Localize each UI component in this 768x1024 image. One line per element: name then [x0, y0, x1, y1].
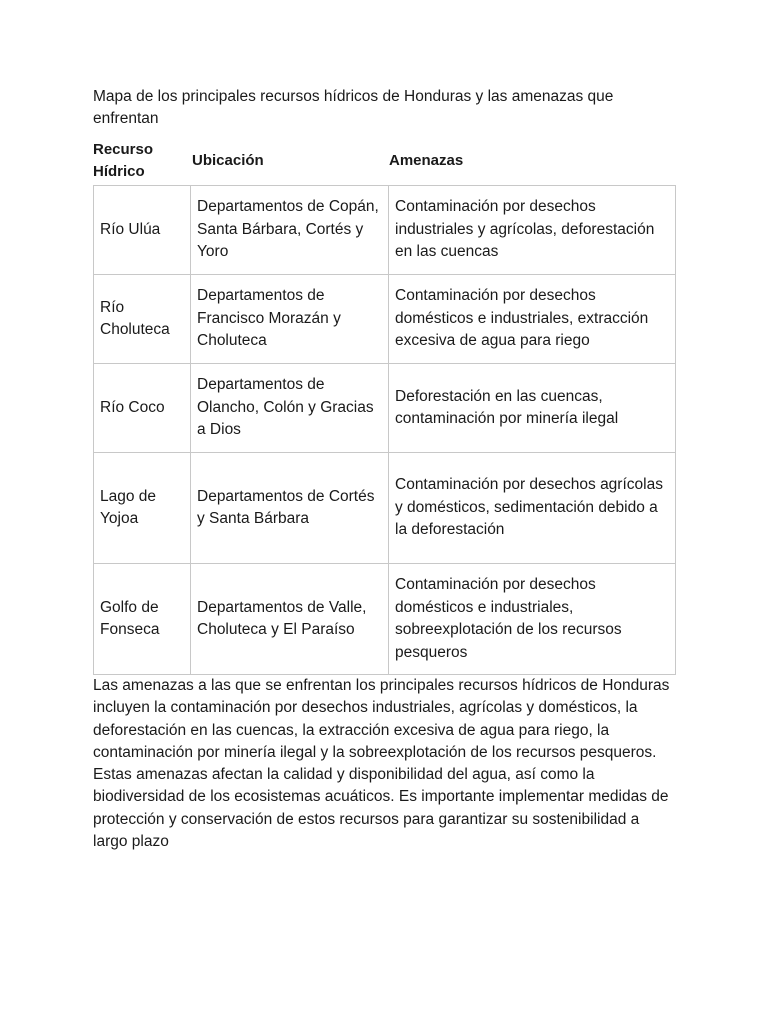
- cell-threats: Deforestación en las cuencas, contaminación por minería ilegal: [389, 364, 676, 453]
- cell-location: Departamentos de Cortés y Santa Bárbara: [191, 453, 389, 564]
- table-row: [94, 186, 676, 275]
- table-header: [93, 139, 683, 185]
- table-row: [94, 564, 676, 675]
- cell-threats: Contaminación por desechos domésticos e industriales, sobreexplotación de los recursos pesqueros: [389, 564, 676, 675]
- cell-threats: Contaminación por desechos industriales y agrícolas, deforestación en las cuencas: [389, 186, 676, 275]
- cell-resource: Río Coco: [94, 364, 191, 453]
- header-resource: Recurso Hídrico: [93, 141, 154, 180]
- document-title: Mapa de los principales recursos hídricos de Honduras y las amenazas que enfrentan: [93, 88, 614, 127]
- cell-location: Departamentos de Francisco Morazán y Choluteca: [191, 275, 389, 364]
- summary-paragraph: Las amenazas a las que se enfrentan los principales recursos hídricos de Honduras incluyen la contaminación por desechos industriales, agrícolas y domésticos, la deforestación en las cuencas, la extracción excesiva de agua para riego, la contaminación por minería ilegal y la sobreexplotación de los recursos pesqueros. Estas amenazas afectan la calidad y disponibilidad del agua, así como la biodiversidad de los ecosistemas acuáticos. Es importante implementar medidas de protección y conservación de estos recursos para garantizar su sostenibilidad a largo plazo: [93, 677, 670, 851]
- cell-location: Departamentos de Olancho, Colón y Gracias a Dios: [191, 364, 389, 453]
- document-page: [93, 86, 683, 853]
- table-row: [94, 364, 676, 453]
- cell-resource: Golfo de Fonseca: [94, 564, 191, 675]
- cell-resource: Río Choluteca: [94, 275, 191, 364]
- cell-resource: Lago de Yojoa: [94, 453, 191, 564]
- cell-resource: Río Ulúa: [94, 186, 191, 275]
- header-threats: Amenazas: [389, 152, 464, 169]
- header-location: Ubicación: [192, 152, 264, 169]
- cell-threats: Contaminación por desechos domésticos e industriales, extracción excesiva de agua para riego: [389, 275, 676, 364]
- table-row: [94, 453, 676, 564]
- cell-threats: Contaminación por desechos agrícolas y domésticos, sedimentación debido a la deforestación: [389, 453, 676, 564]
- cell-location: Departamentos de Copán, Santa Bárbara, Cortés y Yoro: [191, 186, 389, 275]
- cell-location: Departamentos de Valle, Choluteca y El Paraíso: [191, 564, 389, 675]
- table-row: [94, 275, 676, 364]
- resources-table: [93, 185, 676, 675]
